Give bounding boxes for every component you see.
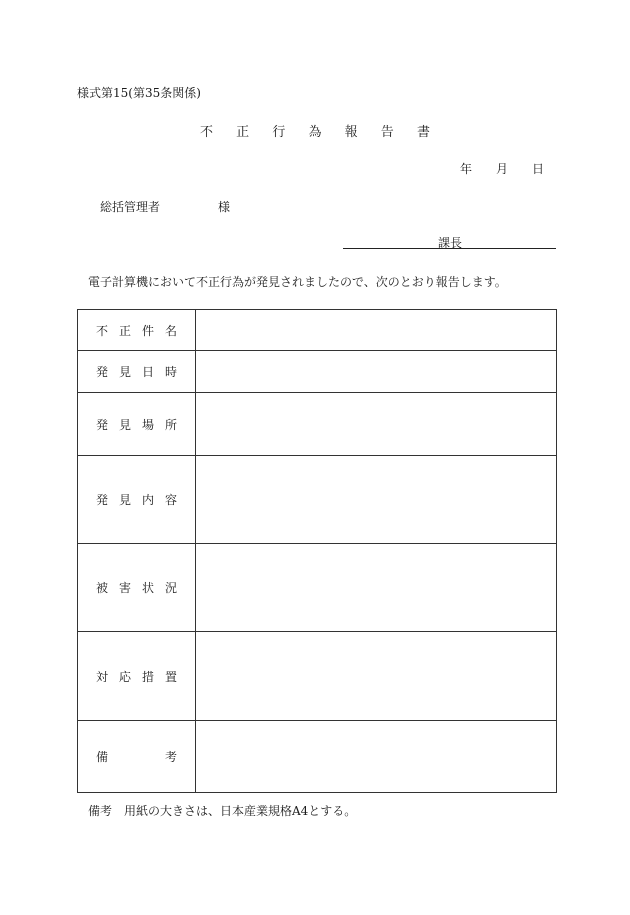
label-char: 所 — [164, 417, 177, 432]
table-row — [78, 544, 557, 632]
table-row — [78, 632, 557, 721]
sender-title: 課長 — [438, 236, 463, 250]
table-row — [78, 456, 557, 544]
label-char: 名 — [164, 323, 177, 338]
label-char: 見 — [118, 365, 131, 379]
label-char: 日 — [141, 365, 154, 379]
footer-remark: 備考 用紙の大きさは、日本産業規格A4とする。 — [88, 804, 357, 818]
label-char: 見 — [118, 493, 131, 507]
label-char: 場 — [141, 417, 154, 432]
document-title — [200, 121, 430, 140]
label-char: 害 — [118, 581, 131, 595]
label-char: 不 — [96, 323, 109, 338]
row-label-remarks — [78, 721, 196, 793]
value-response-measures[interactable] — [196, 632, 557, 721]
title-char: 書 — [416, 125, 430, 140]
row-label-damage-status — [78, 544, 196, 632]
date-year: 年 — [460, 162, 473, 176]
value-incident-name[interactable] — [196, 310, 557, 351]
label-char: 考 — [164, 750, 177, 764]
label-char: 置 — [164, 669, 177, 684]
label-char: 発 — [96, 417, 109, 432]
title-char: 正 — [236, 125, 250, 140]
label-char: 発 — [96, 493, 109, 507]
table-row — [78, 310, 557, 351]
label-char: 見 — [118, 417, 131, 432]
title-char: 不 — [200, 125, 214, 140]
label-char: 応 — [118, 669, 131, 684]
label-char: 対 — [96, 669, 109, 684]
label-char: 件 — [141, 323, 154, 338]
addressee: 総括管理者 — [100, 200, 161, 214]
label-char: 被 — [96, 581, 109, 595]
row-label-discovery-datetime — [78, 351, 196, 393]
sender-line — [343, 234, 556, 249]
table-row — [78, 393, 557, 456]
label-char: 状 — [141, 581, 154, 595]
label-char: 措 — [141, 669, 154, 684]
label-char: 内 — [141, 493, 154, 507]
table-row — [78, 721, 557, 793]
label-char: 備 — [96, 750, 109, 764]
title-char: 告 — [380, 125, 394, 140]
value-discovery-location[interactable] — [196, 393, 557, 456]
row-label-discovery-location — [78, 393, 196, 456]
label-char: 容 — [164, 493, 177, 507]
title-char: 行 — [272, 125, 286, 140]
value-damage-status[interactable] — [196, 544, 557, 632]
honorific: 様 — [218, 200, 231, 214]
row-label-incident-name — [78, 310, 196, 351]
label-char: 発 — [96, 365, 109, 379]
title-char: 報 — [344, 125, 358, 140]
value-remarks[interactable] — [196, 721, 557, 793]
row-label-response-measures — [78, 632, 196, 721]
form-number: 様式第15(第35条関係) — [77, 86, 201, 100]
date-month: 月 — [495, 162, 508, 176]
value-discovery-details[interactable] — [196, 456, 557, 544]
report-table — [77, 309, 557, 793]
intro-text: 電子計算機において不正行為が発見されましたので、次のとおり報告します。 — [88, 275, 507, 289]
row-label-discovery-details — [78, 456, 196, 544]
date-line — [460, 160, 544, 177]
title-char: 為 — [308, 125, 322, 140]
label-char: 況 — [164, 581, 177, 595]
date-day: 日 — [531, 162, 544, 176]
label-char: 時 — [164, 365, 177, 379]
table-row — [78, 351, 557, 393]
label-char: 正 — [118, 323, 131, 338]
value-discovery-datetime[interactable] — [196, 351, 557, 393]
